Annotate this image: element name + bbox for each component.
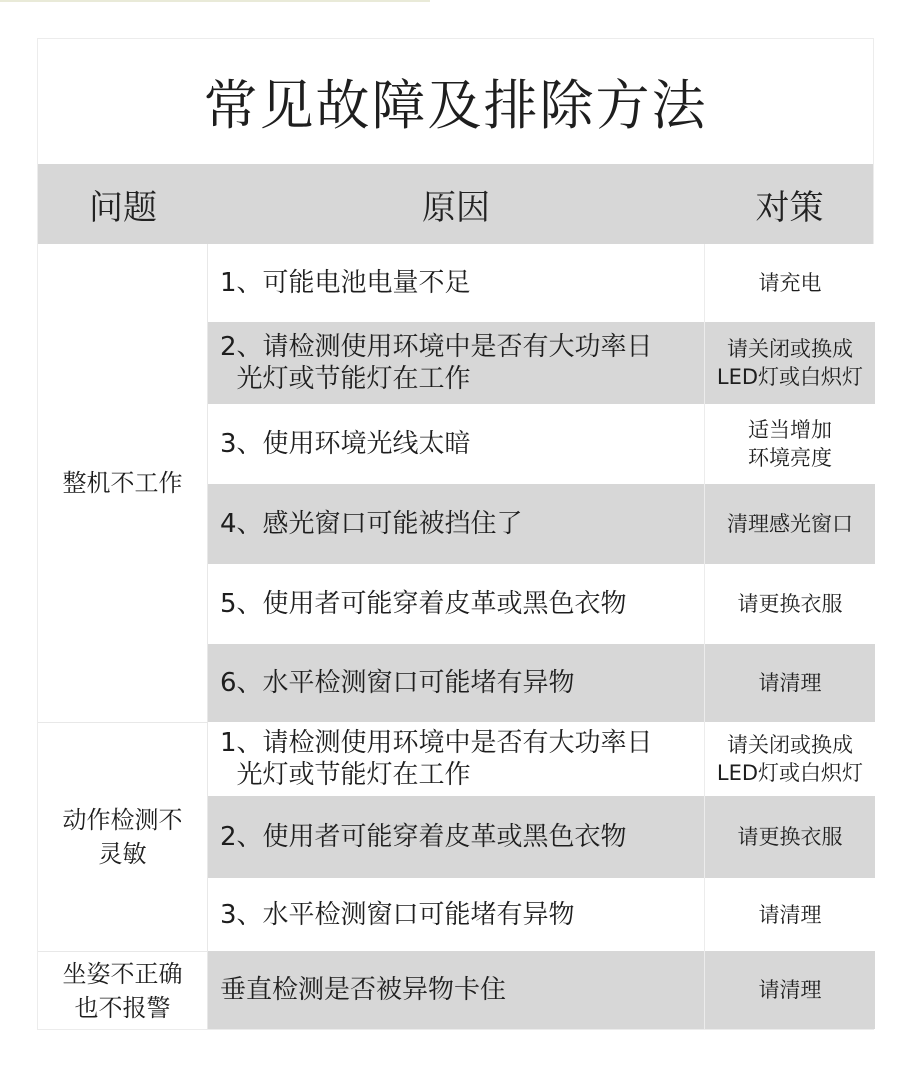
cause-text: 6、水平检测窗口可能堵有异物 bbox=[220, 668, 575, 698]
table-header bbox=[38, 164, 873, 244]
issue-label: 坐姿不正确 也不报警 bbox=[62, 959, 183, 1022]
table-row bbox=[208, 951, 875, 1029]
fix-text: 请关闭或换成 LED灯或白炽灯 bbox=[704, 722, 875, 796]
fix-text: 请充电 bbox=[704, 244, 875, 322]
page-title: 常见故障及排除方法 bbox=[203, 74, 708, 137]
cause-text: 3、使用环境光线太暗 bbox=[220, 429, 471, 459]
table-row bbox=[208, 484, 875, 564]
top-accent-line bbox=[0, 0, 430, 2]
issue-label: 动作检测不 灵敏 bbox=[62, 806, 183, 868]
table-row bbox=[208, 644, 875, 722]
issue-cell-motion-insensitive bbox=[38, 722, 208, 951]
fix-text: 清理感光窗口 bbox=[704, 484, 875, 564]
cause-text: 1、可能电池电量不足 bbox=[220, 268, 471, 298]
fix-text: 请清理 bbox=[704, 644, 875, 722]
fix-text: 请清理 bbox=[704, 951, 875, 1029]
column-header-issue: 问题 bbox=[89, 187, 157, 228]
issue-cell-not-working bbox=[38, 244, 208, 722]
table-row bbox=[208, 796, 875, 878]
cause-text: 5、使用者可能穿着皮革或黑色衣物 bbox=[220, 589, 627, 619]
table-row bbox=[208, 722, 875, 796]
table-row bbox=[208, 404, 875, 484]
table-row bbox=[208, 322, 875, 404]
cause-text: 3、水平检测窗口可能堵有异物 bbox=[220, 899, 575, 930]
table-row bbox=[208, 878, 875, 951]
cause-text: 2、请检测使用环境中是否有大功率日 光灯或节能灯在工作 bbox=[220, 332, 653, 394]
column-header-fix: 对策 bbox=[755, 187, 824, 228]
fix-text: 请更换衣服 bbox=[704, 796, 875, 878]
table-row bbox=[208, 244, 875, 322]
fix-text: 请关闭或换成 LED灯或白炽灯 bbox=[704, 322, 875, 404]
cause-text: 1、请检测使用环境中是否有大功率日 光灯或节能灯在工作 bbox=[220, 728, 653, 790]
table-row bbox=[208, 564, 875, 644]
fix-text: 请更换衣服 bbox=[704, 564, 875, 644]
fix-text: 适当增加 环境亮度 bbox=[704, 404, 875, 484]
cause-text: 4、感光窗口可能被挡住了 bbox=[220, 509, 523, 539]
troubleshooting-sheet bbox=[37, 38, 874, 1030]
column-header-cause: 原因 bbox=[422, 187, 490, 228]
issue-cell-no-posture-alarm bbox=[38, 951, 208, 1029]
issue-label: 整机不工作 bbox=[62, 469, 183, 497]
fix-text: 请清理 bbox=[704, 878, 875, 951]
cause-text: 2、使用者可能穿着皮革或黑色衣物 bbox=[220, 822, 627, 852]
cause-text: 垂直检测是否被异物卡住 bbox=[220, 975, 507, 1005]
